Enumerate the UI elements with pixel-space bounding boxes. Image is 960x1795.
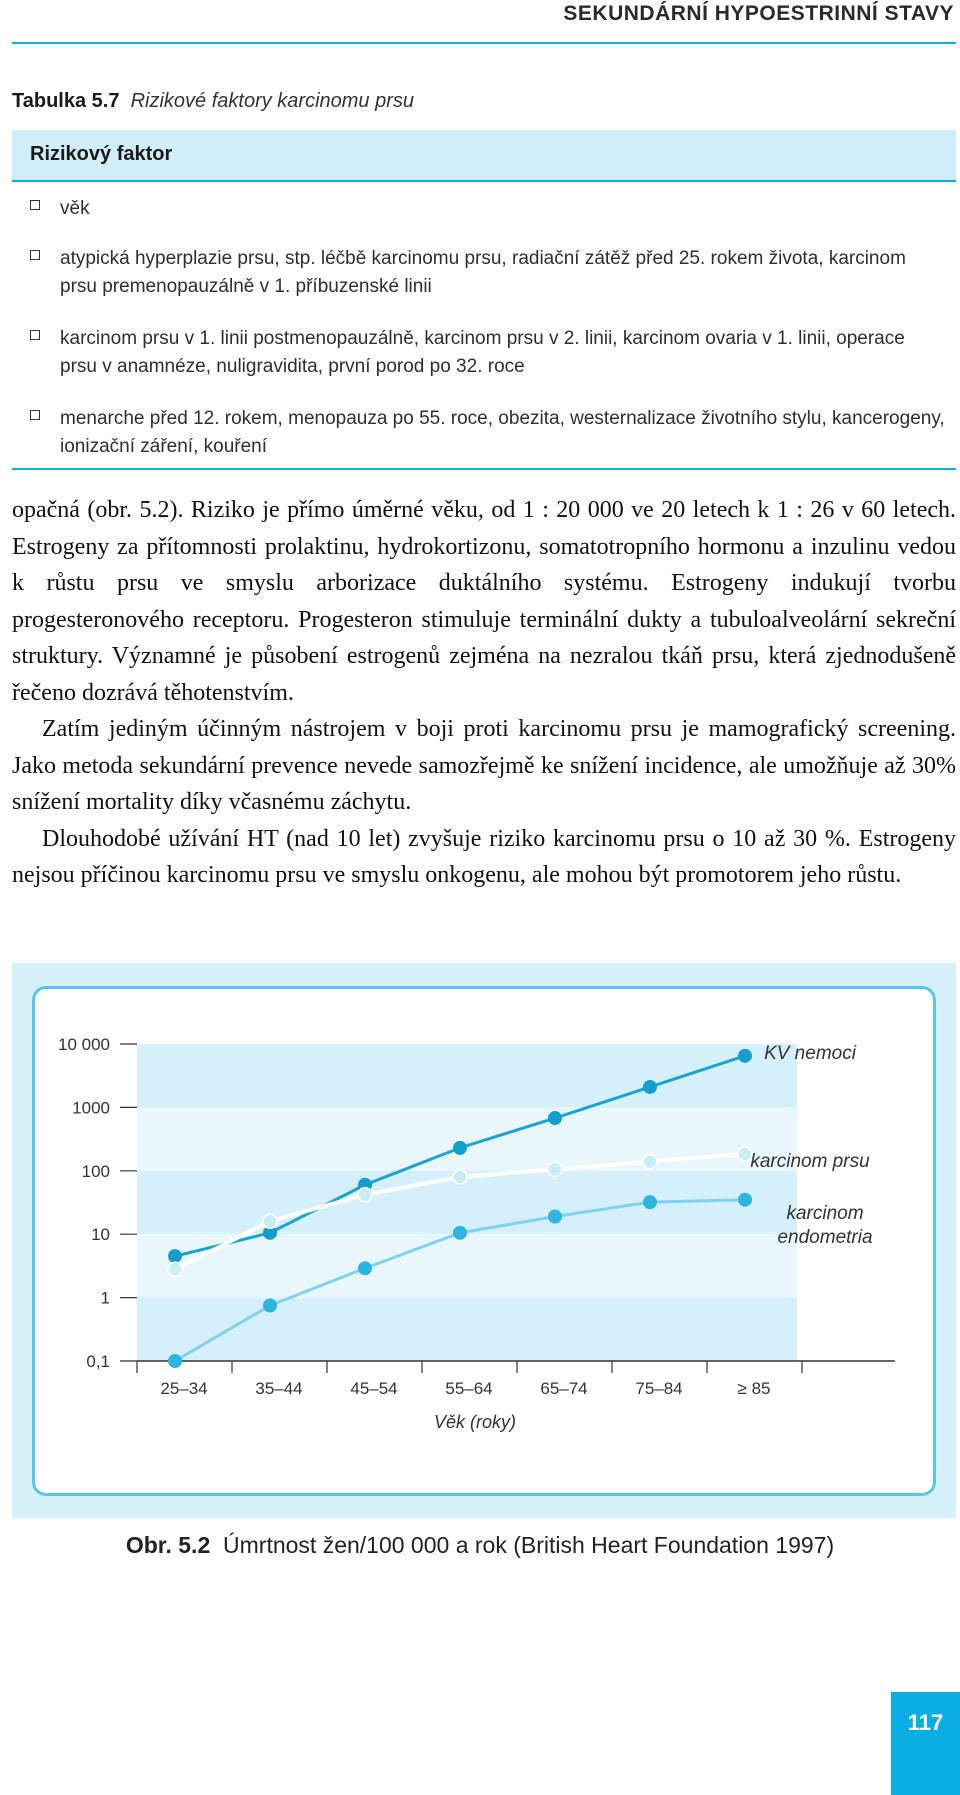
series-label: karcinom prsu xyxy=(750,1151,870,1172)
data-point xyxy=(548,1111,562,1125)
data-point xyxy=(358,1261,372,1275)
data-point xyxy=(643,1195,657,1209)
table-title: Rizikové faktory karcinomu prsu xyxy=(130,90,415,112)
chart-band xyxy=(137,1298,797,1361)
paragraph: Dlouhodobé užívání HT (nad 10 let) zvyšuje riziko karcinomu prsu o 10 až 30 %. Estrogeny nejsou příčinou karcinomu prsu ve smyslu onkogenu, ale mohou být promotorem jeho růstu. xyxy=(12,825,956,888)
chart-band xyxy=(137,1044,797,1107)
table-header xyxy=(12,130,956,182)
figure-box xyxy=(12,963,956,1518)
data-point xyxy=(453,1226,467,1240)
table-row xyxy=(12,325,956,381)
figure-label: Obr. 5.2 xyxy=(125,1532,211,1558)
table-row xyxy=(12,195,956,223)
figure-caption xyxy=(0,1532,960,1559)
x-tick-label: 55–64 xyxy=(445,1379,493,1398)
data-point xyxy=(548,1210,562,1224)
series-label: KV nemoci xyxy=(764,1043,856,1064)
chart-band xyxy=(137,1234,797,1297)
chart-band xyxy=(137,1107,797,1170)
table-bottom-rule xyxy=(12,468,956,470)
x-axis-title: Věk (roky) xyxy=(433,1412,517,1432)
data-point xyxy=(738,1049,752,1063)
table-row-text: menarche před 12. rokem, menopauza po 55. roce, obezita, westernalizace životního stylu, kancerogeny, ionizační záření, kouření xyxy=(60,408,945,457)
checkbox-bullet-icon xyxy=(30,330,40,340)
checkbox-bullet-icon xyxy=(30,410,40,420)
table-row-text: karcinom prsu v 1. linii postmenopauzálně, karcinom prsu v 2. linii, karcinom ovaria v 1. linii, operace prsu v anamnéze, nuligravidita, první porod po 32. roce xyxy=(60,328,905,377)
data-point xyxy=(643,1080,657,1094)
data-point xyxy=(168,1354,182,1368)
table-column-header: Rizikový faktor xyxy=(30,143,173,165)
y-tick-label: 10 xyxy=(91,1225,110,1245)
table-row xyxy=(12,245,956,301)
y-tick-label: 100 xyxy=(81,1161,110,1181)
data-point xyxy=(263,1214,277,1228)
x-tick-label: 75–84 xyxy=(635,1379,683,1398)
data-point xyxy=(263,1299,277,1313)
data-point xyxy=(168,1262,182,1276)
table-row-text: věk xyxy=(60,198,90,219)
paragraph: Zatím jediným účinným nástrojem v boji proti karcinomu prsu je mamografický screening. Jako metoda sekundární prevence nevede samozřejmě ke snížení incidence, ale umožňuje až 30% snížení mortality díky včasnému záchytu. xyxy=(12,716,956,815)
table-row-text: atypická hyperplazie prsu, stp. léčbě karcinomu prsu, radiační zátěž před 25. rokem života, karcinom prsu premenopauzálně v 1. příbuzenské linii xyxy=(60,248,906,297)
figure-caption-text: Úmrtnost žen/100 000 a rok (British Heart Foundation 1997) xyxy=(223,1532,835,1558)
table-label: Tabulka 5.7 xyxy=(12,90,120,112)
table-body xyxy=(12,182,956,461)
table-row xyxy=(12,405,956,461)
data-point xyxy=(453,1170,467,1184)
chart-band xyxy=(137,1171,797,1234)
checkbox-bullet-icon xyxy=(30,200,40,210)
data-point xyxy=(738,1193,752,1207)
y-tick-label: 1000 xyxy=(72,1098,110,1118)
figure-panel xyxy=(32,986,936,1496)
y-tick-label: 1 xyxy=(100,1288,110,1308)
data-point xyxy=(453,1141,467,1155)
series-label: endometria xyxy=(777,1227,873,1248)
page-number: 117 xyxy=(907,1710,944,1735)
data-point xyxy=(358,1188,372,1202)
y-tick-label: 0,1 xyxy=(86,1352,110,1371)
x-tick-label: ≥ 85 xyxy=(737,1379,771,1398)
running-head: SEKUNDÁRNÍ HYPOESTRINNÍ STAVY xyxy=(563,2,954,25)
series-label: karcinom xyxy=(786,1203,864,1224)
data-point xyxy=(168,1249,182,1263)
data-point xyxy=(548,1162,562,1176)
checkbox-bullet-icon xyxy=(30,250,40,260)
data-point xyxy=(643,1155,657,1169)
body-text xyxy=(12,492,956,894)
x-tick-label: 65–74 xyxy=(540,1379,588,1398)
x-tick-label: 35–44 xyxy=(255,1379,303,1398)
mortality-chart xyxy=(35,989,933,1493)
x-tick-label: 45–54 xyxy=(350,1379,398,1398)
paragraph: opačná (obr. 5.2). Riziko je přímo úměrné věku, od 1 : 20 000 ve 20 letech k 1 : 26 v 60 letech. Estrogeny za přítomnosti prolaktinu, hydrokortizonu, somatotropního hormonu a inzulinu vedou k růstu prsu ve smyslu arborizace duktálního systému. Estrogeny indukují tvorbu progesteronového receptoru. Progesteron stimuluje terminální dukty a tubuloalveolární sekreční struktury. Významné je působení estrogenů zejména na nezralou tkáň prsu, která zjednodušeně řečeno dozrává těhotenstvím. xyxy=(12,497,956,706)
table-caption xyxy=(12,90,414,113)
y-tick-label: 10 000 xyxy=(58,1035,110,1054)
header-rule xyxy=(12,42,956,44)
x-tick-label: 25–34 xyxy=(160,1379,208,1398)
page-number-tab xyxy=(891,1692,960,1795)
